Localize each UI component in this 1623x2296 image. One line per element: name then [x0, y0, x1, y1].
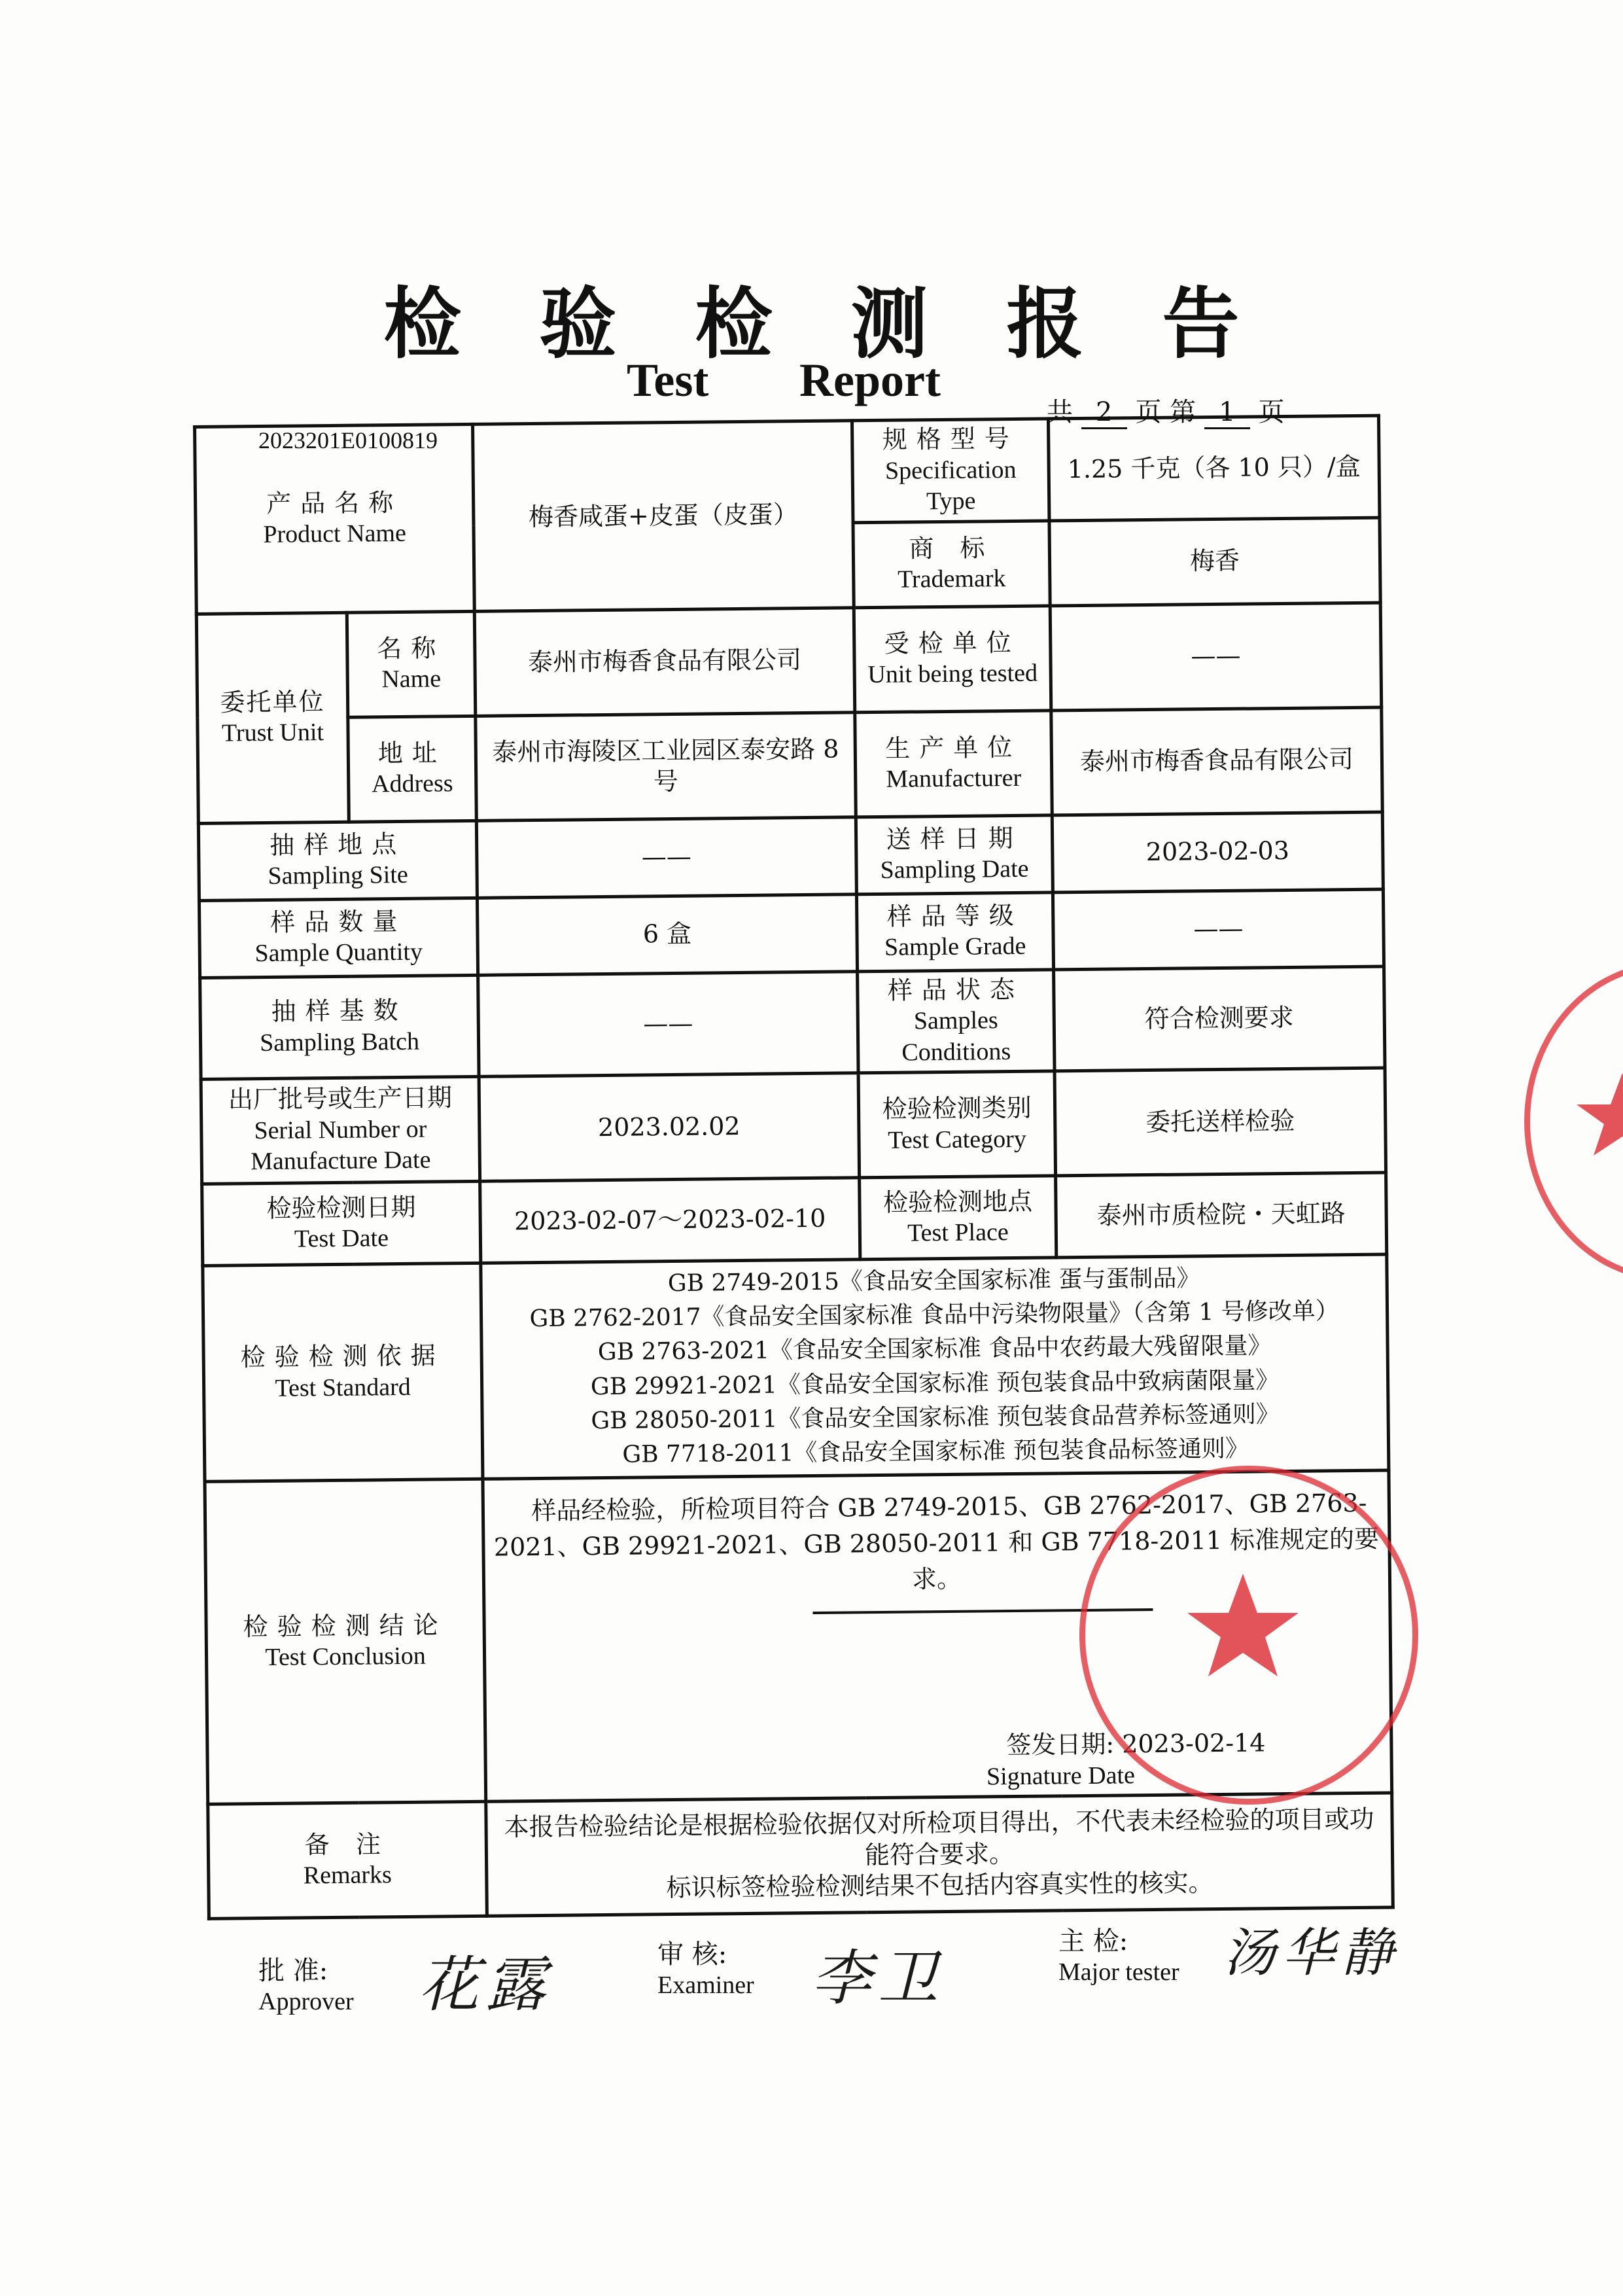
test-date-label: 检验检测日期 Test Date — [202, 1181, 481, 1265]
test-standard-list — [481, 1254, 1389, 1479]
standard-line: GB 7718-2011《食品安全国家标准 预包装食品标签通则》 — [622, 1435, 1249, 1468]
examiner-block: 审 核: Examiner — [657, 1939, 754, 1999]
trust-name-value: 泰州市梅香食品有限公司 — [474, 607, 855, 716]
page-count: 共 2 页 第 1 页 — [1047, 391, 1285, 429]
test-place-value: 泰州市质检院・天虹路 — [1056, 1173, 1387, 1258]
manufacturer-label: 生产单位 Manufacturer — [855, 710, 1053, 817]
page-current: 1 — [1204, 397, 1250, 429]
samples-conditions-value: 符合检测要求 — [1054, 966, 1385, 1071]
signature-date-row: 签发日期: 2023-02-14 — [1006, 1728, 1266, 1760]
trust-address-value: 泰州市海陵区工业园区泰安路 8 号 — [476, 712, 856, 821]
standard-line: GB 28050-2011《食品安全国家标准 预包装食品营养标签通则》 — [591, 1400, 1280, 1434]
test-conclusion-label: 检验检测结论 Test Conclusion — [205, 1479, 486, 1804]
trademark-value: 梅香 — [1049, 518, 1380, 606]
sampling-date-value: 2023-02-03 — [1052, 812, 1383, 892]
spec-type-value: 1.25 千克（各 10 只）/盒 — [1048, 415, 1379, 520]
edge-seal — [1524, 962, 1623, 1281]
trust-address-label: 地址 Address — [348, 716, 477, 822]
edge-seal-star-icon — [1524, 962, 1623, 1269]
page-title-en-report: Report — [799, 354, 941, 406]
examiner-signature: 李卫 — [811, 1943, 945, 2013]
signature-date: 2023-02-14 — [1122, 1728, 1266, 1759]
conclusion-text: 样品经检验，所检项目符合 GB 2749-2015、GB 2762-2017、GB 2763-2021、GB 29921-2021、GB 28050-2011 和 GB 7718-2011 标准规定的要求。 — [493, 1488, 1380, 1594]
sample-quantity-value: 6 盒 — [477, 894, 857, 975]
product-name-label: 产品名称 Product Name — [195, 424, 475, 614]
standard-line: GB 2762-2017《食品安全国家标准 食品中污染物限量》（含第 1 号修改单） — [529, 1298, 1339, 1333]
trademark-label: 商 标 Trademark — [853, 520, 1050, 607]
sampling-date-label: 送样日期 Sampling Date — [856, 815, 1053, 894]
approver-block: 批 准: Approver — [258, 1956, 354, 2015]
serial-number-label: 出厂批号或生产日期 Serial Number or Manufacture Date — [201, 1076, 480, 1184]
test-date-value: 2023-02-07～2023-02-10 — [480, 1178, 860, 1263]
standard-line: GB 29921-2021《食品安全国家标准 预包装食品中致病菌限量》 — [590, 1366, 1280, 1400]
sampling-site-value: —— — [476, 817, 856, 898]
test-standard-label: 检验检测依据 Test Standard — [203, 1263, 483, 1481]
test-place-label: 检验检测地点 Test Place — [860, 1176, 1056, 1260]
sampling-batch-value: —— — [478, 971, 858, 1076]
unit-tested-value: —— — [1050, 603, 1382, 711]
sample-grade-value: —— — [1053, 889, 1384, 970]
sample-grade-label: 样品等级 Sample Grade — [856, 892, 1053, 971]
trust-name-label: 名称 Name — [347, 611, 476, 717]
test-category-label: 检验检测类别 Test Category — [858, 1071, 1056, 1178]
samples-conditions-label: 样品状态 Samples Conditions — [858, 969, 1055, 1072]
manufacturer-value: 泰州市梅香食品有限公司 — [1051, 707, 1383, 815]
report-number: 2023201E0100819 — [258, 427, 438, 453]
serial-number-value: 2023.02.02 — [479, 1073, 860, 1182]
spec-type-label: 规格型号 Specification Type — [852, 419, 1049, 522]
trust-unit-label: 委托单位 Trust Unit — [196, 612, 349, 823]
remarks-label: 备 注 Remarks — [208, 1802, 487, 1919]
tester-signature: 汤华静 — [1223, 1922, 1400, 1983]
tester-block: 主 检: Major tester — [1058, 1926, 1179, 1986]
sampling-batch-label: 抽样基数 Sampling Batch — [200, 975, 479, 1080]
unit-tested-label: 受检单位 Unit being tested — [854, 605, 1051, 712]
sample-quantity-label: 样品数量 Sample Quantity — [199, 898, 478, 978]
remarks-text: 本报告检验结论是根据检验依据仅对所检项目得出，不代表未经检验的项目或功能符合要求。 标识标签检验检测结果不包括内容真实性的核实。 — [486, 1793, 1393, 1916]
signature-date-label-en: Signature Date — [986, 1761, 1136, 1791]
page-total: 2 — [1081, 397, 1127, 429]
page-title-cn: 检验检测报告 — [383, 278, 1318, 369]
official-seal — [1079, 1466, 1418, 1805]
sampling-site-label: 抽样地点 Sampling Site — [198, 821, 477, 900]
page-title-en-test: Test — [627, 354, 709, 406]
seal-star-icon — [1079, 1466, 1406, 1793]
standard-line: GB 2763-2021《食品安全国家标准 食品中农药最大残留限量》 — [597, 1332, 1272, 1366]
standard-line: GB 2749-2015《食品安全国家标准 蛋与蛋制品》 — [667, 1265, 1200, 1298]
approver-signature: 花露 — [419, 1950, 553, 2020]
product-name-value: 梅香咸蛋+皮蛋（皮蛋） — [473, 421, 854, 611]
test-category-value: 委托送样检验 — [1055, 1068, 1386, 1176]
